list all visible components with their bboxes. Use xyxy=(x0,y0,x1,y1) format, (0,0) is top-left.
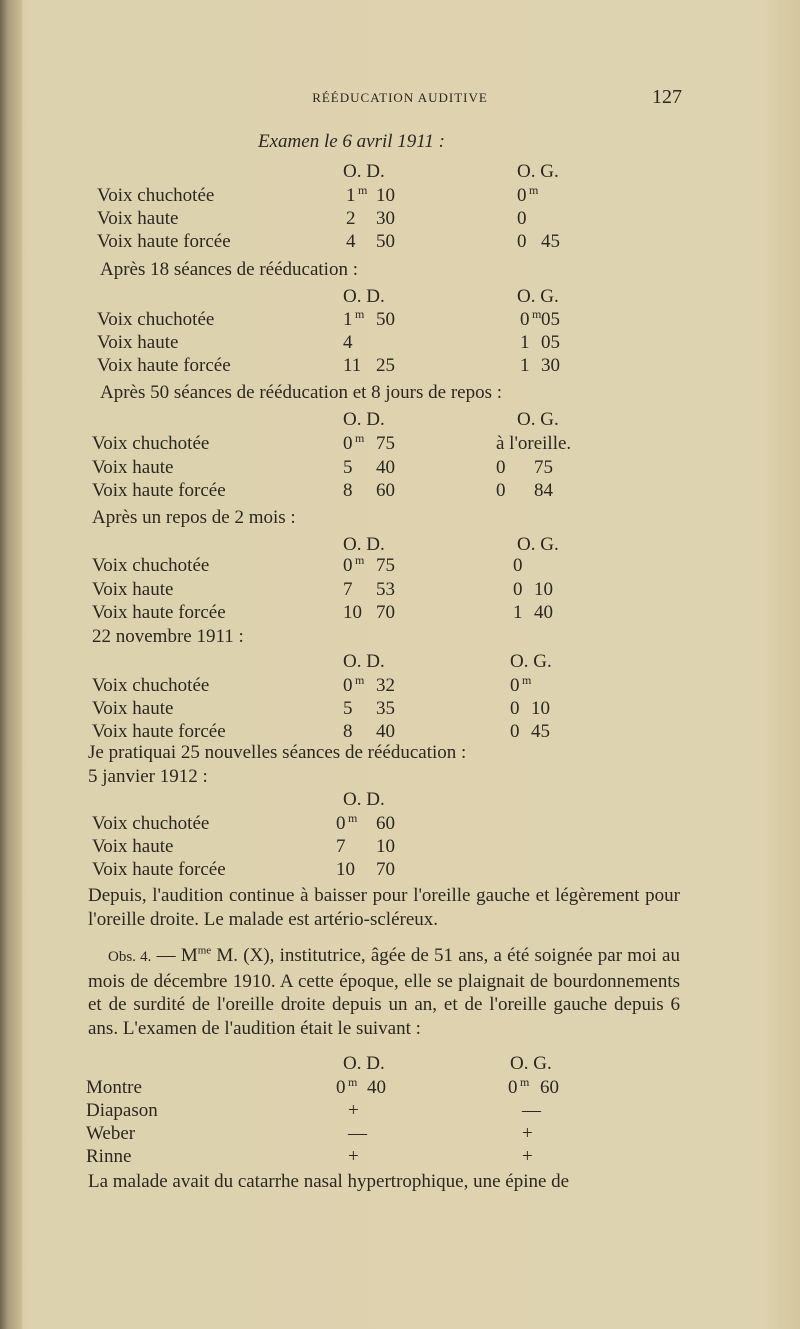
unit-superscript: m xyxy=(358,183,368,197)
running-header: RÉÉDUCATION AUDITIVE xyxy=(312,90,488,105)
od-value: 11 xyxy=(343,355,362,376)
og-value: 0 xyxy=(496,457,506,478)
og-value-2: 05 xyxy=(541,309,560,330)
og-value-2: 10 xyxy=(534,579,553,600)
unit-superscript: m xyxy=(355,673,365,687)
page-binding-edge xyxy=(0,0,22,1329)
exam6-heading: 5 janvier 1912 : xyxy=(88,766,208,787)
unit-superscript: m xyxy=(355,553,365,567)
od-value: 4 xyxy=(343,332,353,353)
og-value: à l'oreille. xyxy=(496,433,572,454)
unit-superscript: m xyxy=(529,183,539,197)
od-value: 0 xyxy=(343,555,353,576)
od-value-2: 50 xyxy=(376,309,395,330)
od-value-2: 40 xyxy=(376,721,395,742)
exam5-col-od: O. D. xyxy=(343,651,385,672)
og-value: 0 xyxy=(513,579,523,600)
od-value: 8 xyxy=(343,721,353,742)
od-value-2: 70 xyxy=(376,859,395,880)
paragraph-after-exams: Depuis, l'audition continue à baisser pour l'oreille gauche et légèrement pour l'oreille droite. Le malade est artério-scléreux. xyxy=(88,885,680,930)
row-label: Voix haute xyxy=(92,698,174,719)
od-value-2: 10 xyxy=(376,836,395,857)
exam3-col-od: O. D. xyxy=(343,409,385,430)
og-value: 1 xyxy=(513,602,523,623)
exam2-heading: Après 18 séances de rééducation : xyxy=(100,259,358,280)
og-value-2: 10 xyxy=(531,698,550,719)
row-label: Voix chuchotée xyxy=(92,555,210,576)
unit-superscript: m xyxy=(355,431,365,445)
od-value-2: 53 xyxy=(376,579,395,600)
od-value: 10 xyxy=(336,859,355,880)
exam3-heading: Après 50 séances de rééducation et 8 jours de repos : xyxy=(100,382,503,403)
od-value: 0 xyxy=(336,1077,346,1098)
og-value-2: 30 xyxy=(541,355,560,376)
row-label: Voix haute forcée xyxy=(92,602,226,623)
od-value: + xyxy=(348,1100,359,1121)
od-value-2: 32 xyxy=(376,675,395,696)
exam5-heading: 22 novembre 1911 : xyxy=(92,626,244,647)
od-value-2: 60 xyxy=(376,813,395,834)
exam4-col-od: O. D. xyxy=(343,534,385,555)
od-value: 7 xyxy=(336,836,346,857)
exam4-heading: Après un repos de 2 mois : xyxy=(92,507,296,528)
og-value: 0 xyxy=(517,208,527,229)
og-value: 1 xyxy=(520,332,530,353)
od-value: 8 xyxy=(343,480,353,501)
exam4-col-og: O. G. xyxy=(517,534,559,555)
og-value-2: 45 xyxy=(541,231,560,252)
unit-superscript: m xyxy=(522,673,532,687)
row-label: Voix haute xyxy=(97,208,179,229)
exam6-col-od: O. D. xyxy=(343,789,385,810)
row-label: Voix haute xyxy=(97,332,179,353)
exam1-heading: Examen le 6 avril 1911 : xyxy=(258,131,445,152)
od-value: 0 xyxy=(336,813,346,834)
og-value: 1 xyxy=(520,355,530,376)
og-value: 0 xyxy=(510,721,520,742)
od-value: 10 xyxy=(343,602,362,623)
od-value: 5 xyxy=(343,457,353,478)
og-value: 0 xyxy=(513,555,523,576)
observation-4-paragraph: Obs. 4. — $M^{me}$ M. (X), institutrice, âgée de 51 ans, a été soignée par moi au mois de décembre 1910. A cette époque, elle se plaignait de bourdonnements et de surdité de l'oreille droite depuis un an, et de l'oreille gauche depuis 6 ans. L'examen de l'audition était le suivant : xyxy=(88,944,680,1039)
row-label: Voix haute forcée xyxy=(97,355,231,376)
unit-superscript: m xyxy=(348,1075,358,1089)
od-value: 0 xyxy=(343,433,353,454)
od-value-2: 60 xyxy=(376,480,395,501)
exam1-col-og: O. G. xyxy=(517,161,559,182)
row-label: Voix haute forcée xyxy=(92,859,226,880)
od-value: + xyxy=(348,1146,359,1167)
og-value: 0 xyxy=(510,698,520,719)
og-value: — xyxy=(522,1100,541,1121)
row-label: Voix haute forcée xyxy=(92,721,226,742)
og-value: 0 xyxy=(520,309,530,330)
og-value-2: 84 xyxy=(534,480,553,501)
row-label: Montre xyxy=(86,1077,142,1098)
row-label: Voix chuchotée xyxy=(92,813,210,834)
od-value-2: 35 xyxy=(376,698,395,719)
od-value-2: 30 xyxy=(376,208,395,229)
row-label: Diapason xyxy=(86,1100,158,1121)
unit-superscript: m xyxy=(520,1075,530,1089)
og-value: 0 xyxy=(508,1077,518,1098)
row-label: Weber xyxy=(86,1123,136,1144)
od-value: 1 xyxy=(346,185,356,206)
og-value: + xyxy=(522,1146,533,1167)
exam2-col-od: O. D. xyxy=(343,286,385,307)
og-value: 0 xyxy=(517,185,527,206)
od-value-2: 75 xyxy=(376,433,395,454)
og-value: 0 xyxy=(496,480,506,501)
exam5-col-og: O. G. xyxy=(510,651,552,672)
last-line: La malade avait du catarrhe nasal hypertrophique, une épine de xyxy=(88,1171,570,1192)
unit-superscript: m xyxy=(355,307,365,321)
od-value: 5 xyxy=(343,698,353,719)
og-value-2: 05 xyxy=(541,332,560,353)
exam7-col-od: O. D. xyxy=(343,1053,385,1074)
unit-superscript: m xyxy=(532,307,542,321)
exam3-col-og: O. G. xyxy=(517,409,559,430)
row-label: Voix haute forcée xyxy=(97,231,231,252)
row-label: Rinne xyxy=(86,1146,132,1167)
og-value-2: 45 xyxy=(531,721,550,742)
og-value-2: 60 xyxy=(540,1077,559,1098)
obs-label: Obs. 4. xyxy=(108,949,152,965)
row-label: Voix haute xyxy=(92,579,174,600)
page-number: 127 xyxy=(652,86,682,108)
od-value-2: 40 xyxy=(376,457,395,478)
od-value-2: 75 xyxy=(376,555,395,576)
od-value: 7 xyxy=(343,579,353,600)
row-label: Voix chuchotée xyxy=(97,185,215,206)
og-value: 0 xyxy=(510,675,520,696)
od-value: 0 xyxy=(343,675,353,696)
exam2-col-og: O. G. xyxy=(517,286,559,307)
row-label: Voix haute xyxy=(92,457,174,478)
exam7-col-og: O. G. xyxy=(510,1053,552,1074)
row-label: Voix chuchotée xyxy=(92,675,210,696)
od-value-2: 50 xyxy=(376,231,395,252)
od-value: — xyxy=(348,1123,367,1144)
exam6-intro: Je pratiquai 25 nouvelles séances de rééducation : xyxy=(88,742,467,763)
od-value-2: 10 xyxy=(376,185,395,206)
row-label: Voix haute xyxy=(92,836,174,857)
og-value: 0 xyxy=(517,231,527,252)
od-value: 4 xyxy=(346,231,356,252)
exam1-col-od: O. D. xyxy=(343,161,385,182)
unit-superscript: m xyxy=(348,811,358,825)
od-value-2: 70 xyxy=(376,602,395,623)
row-label: Voix chuchotée xyxy=(92,433,210,454)
od-value-2: 25 xyxy=(376,355,395,376)
od-value-2: 40 xyxy=(367,1077,386,1098)
og-value: + xyxy=(522,1123,533,1144)
od-value: 2 xyxy=(346,208,356,229)
row-label: Voix haute forcée xyxy=(92,480,226,501)
og-value-2: 40 xyxy=(534,602,553,623)
row-label: Voix chuchotée xyxy=(97,309,215,330)
og-value-2: 75 xyxy=(534,457,553,478)
od-value: 1 xyxy=(343,309,353,330)
